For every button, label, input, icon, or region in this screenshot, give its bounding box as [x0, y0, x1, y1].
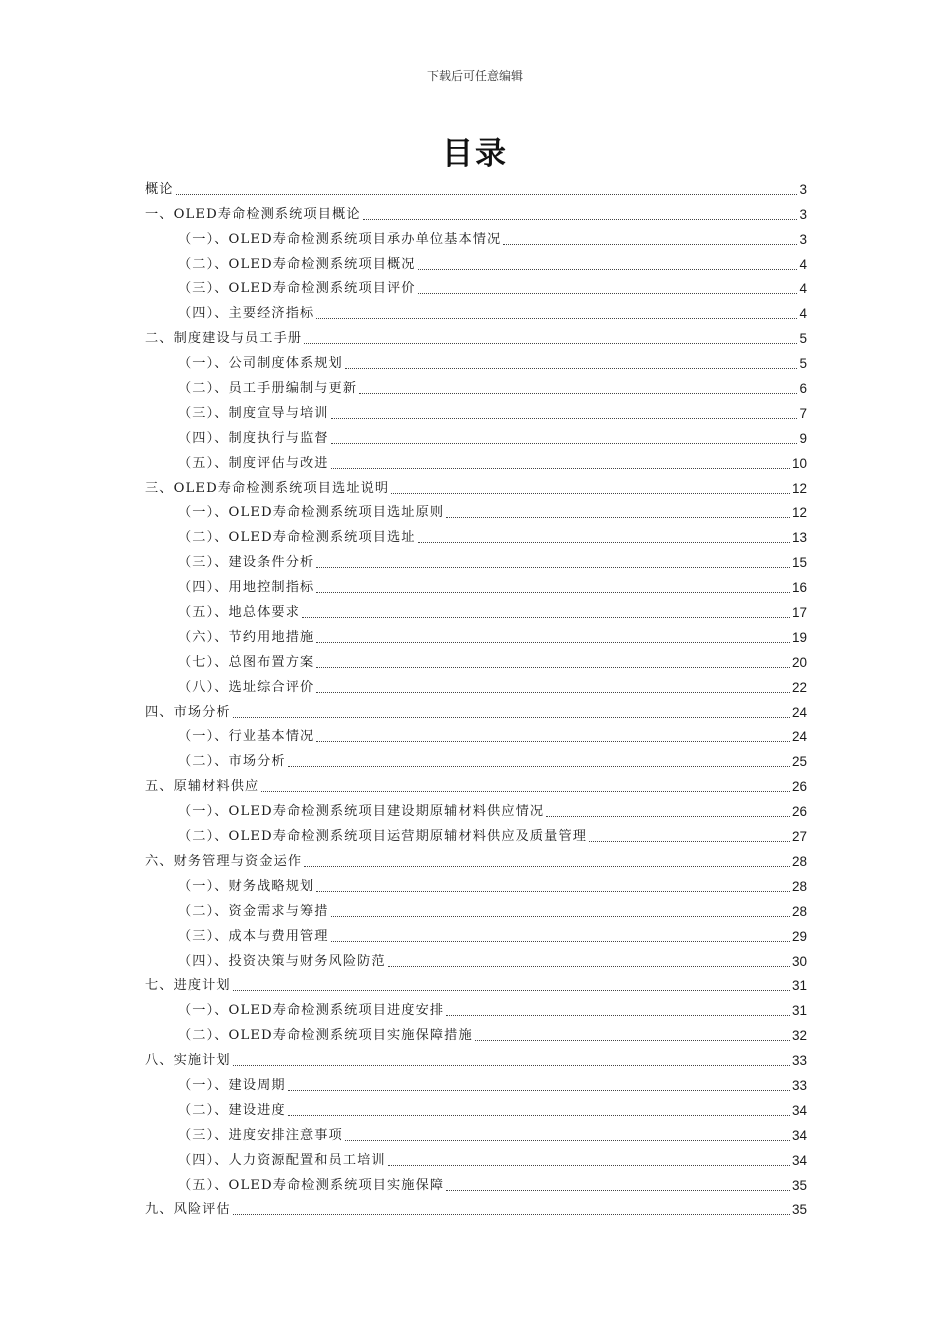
dot-leader — [316, 891, 790, 892]
toc-entry[interactable] — [145, 870, 807, 895]
dot-leader — [304, 866, 790, 867]
toc-entry-text: （一）、公司制度体系规划 — [178, 356, 343, 372]
toc-page-number: 33 — [791, 1053, 807, 1069]
toc-entry[interactable] — [145, 1069, 807, 1094]
toc-page-number: 24 — [791, 729, 807, 745]
dot-leader — [388, 1165, 790, 1166]
toc-page-number: 26 — [791, 804, 807, 820]
dot-leader — [176, 194, 798, 195]
toc-entry[interactable] — [145, 770, 807, 795]
toc-entry-text: （二）、OLED寿命检测系统项目运营期原辅材料供应及质量管理 — [178, 829, 588, 845]
toc-entry[interactable] — [145, 1194, 807, 1219]
toc-entry-text: （一）、行业基本情况 — [178, 729, 315, 745]
toc-entry[interactable] — [145, 1119, 807, 1144]
toc-entry-text: （二）、OLED寿命检测系统项目选址 — [178, 530, 416, 546]
toc-page-number: 28 — [791, 853, 807, 869]
dot-leader — [503, 244, 797, 245]
toc-entry[interactable] — [145, 198, 807, 223]
toc-page-number: 35 — [791, 1202, 807, 1218]
dot-leader — [589, 841, 790, 842]
toc-page-number: 12 — [791, 480, 807, 496]
toc-page-number: 34 — [791, 1127, 807, 1143]
dot-leader — [388, 966, 790, 967]
toc-page-number: 3 — [799, 181, 807, 197]
header-note: 下载后可任意编辑 — [426, 69, 523, 83]
dot-leader — [316, 318, 797, 319]
toc-entry-text: 二、制度建设与员工手册 — [145, 331, 303, 347]
toc-entry[interactable] — [145, 745, 807, 770]
toc-entry[interactable] — [145, 646, 807, 671]
toc-page-number: 6 — [799, 381, 807, 397]
dot-leader — [304, 343, 797, 344]
dot-leader — [316, 692, 790, 693]
toc-page-number: 30 — [791, 953, 807, 969]
toc-entry-text: （三）、制度宣导与培训 — [178, 405, 329, 421]
toc-entry-text: （四）、主要经济指标 — [178, 306, 315, 322]
toc-entry[interactable] — [145, 945, 807, 970]
dot-leader — [546, 816, 790, 817]
toc-page-number: 25 — [791, 754, 807, 770]
dot-leader — [363, 219, 798, 220]
dot-leader — [391, 493, 790, 494]
toc-entry[interactable] — [145, 497, 807, 522]
toc-page-number: 22 — [791, 679, 807, 695]
toc-page-number: 5 — [799, 331, 807, 347]
toc-page-number: 17 — [791, 605, 807, 621]
dot-leader — [331, 418, 798, 419]
toc-entry-text: 六、财务管理与资金运作 — [145, 853, 303, 869]
toc-entry-text: 七、进度计划 — [145, 978, 231, 994]
toc-page-number: 33 — [791, 1077, 807, 1093]
dot-leader — [316, 567, 790, 568]
toc-entry[interactable] — [145, 621, 807, 646]
dot-leader — [418, 293, 798, 294]
dot-leader — [359, 393, 797, 394]
toc-entry-text: （一）、OLED寿命检测系统项目进度安排 — [178, 1003, 445, 1019]
toc-entry-text: （一）、OLED寿命检测系统项目建设期原辅材料供应情况 — [178, 804, 545, 820]
toc-entry-text: （三）、OLED寿命检测系统项目评价 — [178, 281, 416, 297]
toc-entry[interactable] — [145, 546, 807, 571]
toc-page-number: 10 — [791, 455, 807, 471]
toc-entry-text: （七）、总图布置方案 — [178, 654, 315, 670]
toc-entry-text: （三）、建设条件分析 — [178, 555, 315, 571]
toc-entry-text: 四、市场分析 — [145, 704, 231, 720]
toc-entry-text: （二）、资金需求与筹措 — [178, 903, 329, 919]
dot-leader — [233, 1214, 790, 1215]
toc-page-number: 15 — [791, 555, 807, 571]
toc-list — [145, 173, 807, 1218]
dot-leader — [288, 1115, 790, 1116]
toc-entry[interactable] — [145, 347, 807, 372]
toc-entry-text: （六）、节约用地措施 — [178, 629, 315, 645]
toc-entry-text: 三、OLED寿命检测系统项目选址说明 — [145, 480, 390, 496]
toc-entry[interactable] — [145, 223, 807, 248]
toc-page-number: 19 — [791, 629, 807, 645]
toc-entry-text: （一）、OLED寿命检测系统项目选址原则 — [178, 505, 445, 521]
toc-entry[interactable] — [145, 696, 807, 721]
toc-entry-text: （一）、财务战略规划 — [178, 878, 315, 894]
dot-leader — [446, 1190, 790, 1191]
toc-entry-text: （四）、制度执行与监督 — [178, 430, 329, 446]
toc-entry-text: （二）、市场分析 — [178, 754, 286, 770]
toc-entry-text: （四）、用地控制指标 — [178, 580, 315, 596]
toc-entry-text: （二）、OLED寿命检测系统项目实施保障措施 — [178, 1028, 473, 1044]
toc-entry[interactable] — [145, 273, 807, 298]
dot-leader — [233, 1065, 790, 1066]
toc-entry[interactable] — [145, 1144, 807, 1169]
toc-entry[interactable] — [145, 795, 807, 820]
toc-entry[interactable] — [145, 1019, 807, 1044]
toc-entry[interactable] — [145, 447, 807, 472]
toc-entry[interactable] — [145, 820, 807, 845]
toc-entry[interactable] — [145, 671, 807, 696]
toc-entry[interactable] — [145, 721, 807, 746]
toc-page-number: 34 — [791, 1152, 807, 1168]
toc-page-number: 28 — [791, 878, 807, 894]
toc-entry[interactable] — [145, 173, 807, 198]
dot-leader — [475, 1040, 790, 1041]
toc-entry-text: （五）、制度评估与改进 — [178, 455, 329, 471]
toc-entry[interactable] — [145, 397, 807, 422]
toc-entry-text: （八）、选址综合评价 — [178, 679, 315, 695]
dot-leader — [316, 592, 790, 593]
toc-page-number: 13 — [791, 530, 807, 546]
toc-page-number: 4 — [799, 281, 807, 297]
toc-page-number: 28 — [791, 903, 807, 919]
toc-entry[interactable] — [145, 895, 807, 920]
dot-leader — [446, 517, 790, 518]
toc-entry[interactable] — [145, 372, 807, 397]
toc-entry-text: 概论 — [145, 181, 174, 197]
toc-entry-text: （二）、OLED寿命检测系统项目概况 — [178, 256, 416, 272]
dot-leader — [331, 468, 790, 469]
dot-leader — [316, 667, 790, 668]
toc-page-number: 16 — [791, 580, 807, 596]
toc-entry[interactable] — [145, 297, 807, 322]
toc-page-number: 35 — [791, 1177, 807, 1193]
toc-entry-text: 一、OLED寿命检测系统项目概论 — [145, 206, 361, 222]
toc-entry-text: （五）、地总体要求 — [178, 605, 300, 621]
toc-entry-text: （四）、投资决策与财务风险防范 — [178, 953, 386, 969]
dot-leader — [288, 766, 790, 767]
dot-leader — [233, 990, 790, 991]
toc-entry[interactable] — [145, 521, 807, 546]
toc-entry[interactable] — [145, 322, 807, 347]
toc-page-number: 9 — [799, 430, 807, 446]
toc-entry[interactable] — [145, 1044, 807, 1069]
dot-leader — [418, 269, 798, 270]
dot-leader — [261, 791, 790, 792]
toc-entry[interactable] — [145, 422, 807, 447]
dot-leader — [233, 717, 790, 718]
toc-entry-text: （三）、进度安排注意事项 — [178, 1127, 343, 1143]
toc-entry[interactable] — [145, 845, 807, 870]
toc-entry[interactable] — [145, 970, 807, 995]
dot-leader — [345, 368, 798, 369]
toc-page-number: 27 — [791, 829, 807, 845]
toc-page-number: 34 — [791, 1102, 807, 1118]
dot-leader — [418, 542, 790, 543]
toc-entry-text: （五）、OLED寿命检测系统项目实施保障 — [178, 1177, 445, 1193]
dot-leader — [331, 941, 790, 942]
toc-page-number: 4 — [799, 256, 807, 272]
dot-leader — [302, 617, 790, 618]
dot-leader — [288, 1090, 790, 1091]
toc-entry-text: （三）、成本与费用管理 — [178, 928, 329, 944]
toc-page-number: 3 — [799, 206, 807, 222]
toc-entry-text: 五、原辅材料供应 — [145, 779, 260, 795]
toc-entry[interactable] — [145, 248, 807, 273]
toc-page-number: 31 — [791, 1003, 807, 1019]
dot-leader — [316, 642, 790, 643]
toc-page-number: 20 — [791, 654, 807, 670]
toc-entry[interactable] — [145, 1094, 807, 1119]
toc-entry-text: （二）、建设进度 — [178, 1102, 286, 1118]
dot-leader — [446, 1015, 790, 1016]
toc-title: 目录 — [442, 136, 508, 172]
toc-page-number: 3 — [799, 231, 807, 247]
toc-entry[interactable] — [145, 571, 807, 596]
toc-page-number: 5 — [799, 356, 807, 372]
toc-entry[interactable] — [145, 1169, 807, 1194]
toc-page-number: 4 — [799, 306, 807, 322]
toc-page-number: 32 — [791, 1028, 807, 1044]
toc-page-number: 29 — [791, 928, 807, 944]
toc-entry[interactable] — [145, 472, 807, 497]
toc-page-number: 7 — [799, 405, 807, 421]
dot-leader — [331, 443, 798, 444]
toc-page-number: 31 — [791, 978, 807, 994]
toc-page-number: 26 — [791, 779, 807, 795]
dot-leader — [345, 1140, 790, 1141]
dot-leader — [316, 741, 790, 742]
toc-entry[interactable] — [145, 920, 807, 945]
toc-entry-text: （一）、建设周期 — [178, 1077, 286, 1093]
toc-page-number: 12 — [791, 505, 807, 521]
toc-entry[interactable] — [145, 596, 807, 621]
toc-entry[interactable] — [145, 994, 807, 1019]
toc-entry-text: 八、实施计划 — [145, 1053, 231, 1069]
toc-page-number: 24 — [791, 704, 807, 720]
toc-entry-text: （四）、人力资源配置和员工培训 — [178, 1152, 386, 1168]
toc-entry-text: 九、风险评估 — [145, 1202, 231, 1218]
toc-entry-text: （一）、OLED寿命检测系统项目承办单位基本情况 — [178, 231, 502, 247]
dot-leader — [331, 916, 790, 917]
toc-entry-text: （二）、员工手册编制与更新 — [178, 381, 358, 397]
